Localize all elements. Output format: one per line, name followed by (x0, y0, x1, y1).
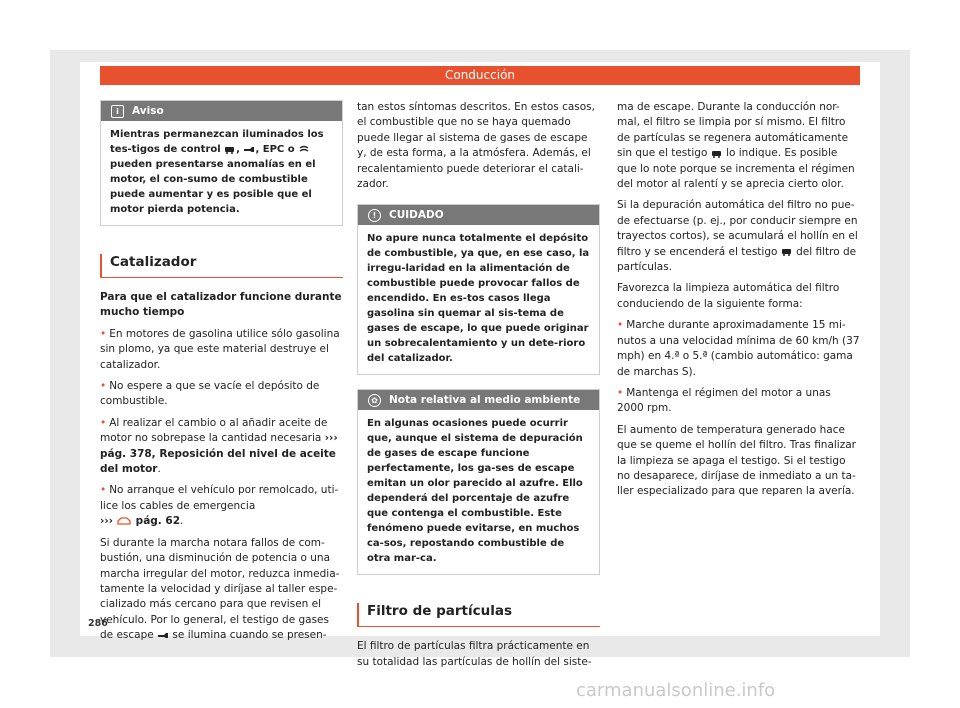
bullet-icon: • (100, 327, 107, 340)
bullet-item: • No arranque el vehículo por remolcado, uti-lice los cables de emergencia ››› pág. 62. (100, 484, 339, 528)
exhaust-icon (243, 145, 255, 154)
glow-plug-icon (298, 145, 310, 154)
filtro-paragraph: Si la depuración automática del filtro no pue-de efectuarse (p. ej., por conducir siempre en trayectos cortos), se acumulará el hollín en el filtro y se encenderá el testigo del filtro de partículas. (617, 199, 858, 274)
bullet-item: • Mantenga el régimen del motor a unas 2000 rpm. (617, 386, 831, 415)
aviso-text: Mientras permanezcan iluminados los tes-tigos de control , , EPC o pueden presentarse anomalías en el motor, el con-sumo de combustible puede aumentar y es posible que el motor pierda potencia. (110, 129, 324, 215)
bullet-icon: • (100, 484, 107, 497)
section-header: Conducción (100, 66, 860, 85)
particle-filter-icon (224, 145, 236, 154)
aviso-box (100, 100, 343, 226)
bullet-item: • Al realizar el cambio o al añadir aceite de motor no sobrepase la cantidad necesaria ››› pág. 378, Reposición del nivel de aceite del motor. (100, 416, 338, 476)
bullet-icon: • (100, 416, 107, 429)
catalizador-subtitle: Para que el catalizador funcione durante mucho tiempo (100, 291, 342, 319)
page-number: 286 (88, 618, 108, 629)
filtro-paragraph: Favorezca la limpieza automática del filtro conduciendo de la siguiente forma: (617, 282, 840, 310)
info-icon: i (111, 105, 124, 118)
continued-paragraph: tan estos síntomas descritos. En estos casos, el combustible que no se haya quemado puede llegar al sistema de gases de escape y, de esta forma, a la atmósfera. Además, el recalentamiento puede deteriorar el catali-zador. (357, 101, 595, 191)
exhaust-icon (157, 631, 169, 640)
cuidado-text: No apure nunca totalmente el depósito de combustible, ya que, en ese caso, la irregu-laridad en la alimentación de combustible puede provocar fallos de encendido. En es-tos casos llega gasolina sin quemar al sis-tema de gases de escape, lo que puede originar un sobrecalentamiento y un dete-rioro del catalizador. (367, 233, 590, 365)
filtro-paragraph: El aumento de temperatura generado hace que se queme el hollín del filtro. Tras finalizar la limpieza se apaga el testigo. Si el testigo no desaparece, diríjase de inmediato a un ta-ller especializado para que reparen la avería. (617, 423, 856, 498)
aviso-header (101, 101, 342, 121)
filtro-paragraph: ma de escape. Durante la conducción nor-mal, el filtro se limpia por sí mismo. El filtro de partículas se regenera automáticamente sin que el testigo lo indique. Es posible que lo note porque se incrementa el régimen del motor al ralentí y se aprecia cierto olor. (617, 101, 855, 191)
bullet-icon: • (100, 380, 107, 393)
cuidado-box (357, 204, 600, 375)
nota-header: ✿ Nota relativa al medio ambiente (358, 390, 599, 410)
column-3 (617, 100, 860, 506)
column-1 (100, 100, 343, 650)
particle-filter-icon (711, 149, 723, 158)
bullet-item: • En motores de gasolina utilice sólo gasolina sin plomo, ya que este material destruye el catalizador. (100, 327, 340, 371)
bullet-item: • No espere a que se vacíe el depósito de combustible. (100, 380, 320, 408)
filtro-title: Filtro de partículas (357, 603, 600, 627)
nota-box (357, 389, 600, 575)
warning-circle-icon: ! (368, 209, 381, 222)
nota-text: En algunas ocasiones puede ocurrir que, aunque el sistema de depuración de gases de escape funcione perfectamente, los ga-ses de escape emitan un olor parecido al azufre. Ello dependerá del porcentaje de azufre que contenga el combustible. Este fenómeno puede evitarse, en muchos ca-sos, repostando combustible de otra mar-ca. (367, 418, 583, 565)
particle-filter-icon (781, 247, 793, 256)
cuidado-header: ! CUIDADO (358, 205, 599, 225)
environment-flower-icon: ✿ (368, 394, 381, 407)
breakdown-car-icon (116, 516, 132, 527)
aviso-title: Aviso (132, 105, 164, 117)
bullet-icon: • (617, 386, 624, 399)
bullet-item: • Marche durante aproximadamente 15 mi-nutos a una velocidad mínima de 60 km/h (37 mph) en 4.ª o 5.ª (cambio automático: gama de marchas S). (617, 319, 860, 378)
cross-reference-link[interactable]: ››› pág. 378, Reposición del nivel de aceite del motor (100, 432, 338, 476)
catalizador-paragraph: Si durante la marcha notara fallos de com-bustión, una disminución de potencia o una marcha irregular del motor, reduzca inmedia-tamente la velocidad y diríjase al taller espe-cializado más cercano para que revisen el vehículo. Por lo general, el testigo de gases de escape se ilumina cuando se presen- (100, 536, 340, 642)
watermark: carmanualsonline.info (576, 680, 776, 701)
catalizador-title: Catalizador (100, 254, 343, 278)
column-2 (357, 100, 600, 676)
bullet-icon: • (617, 319, 624, 332)
epc-icon: EPC (262, 144, 285, 155)
cross-reference-link[interactable]: pág. 62 (135, 515, 181, 528)
filtro-paragraph: El filtro de partículas filtra prácticamente en su totalidad las partículas de hollín del siste- (357, 640, 592, 668)
